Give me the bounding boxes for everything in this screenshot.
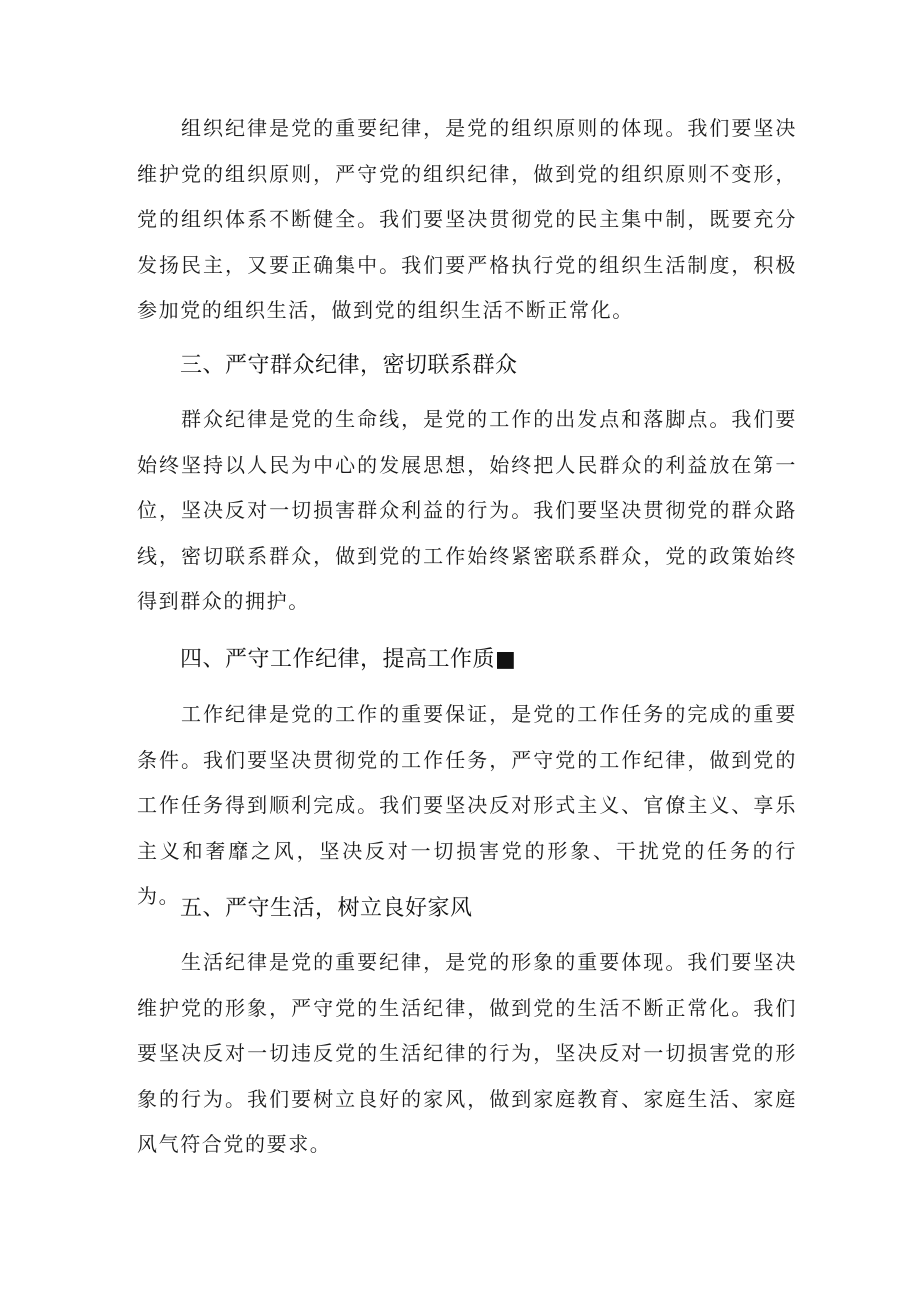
paragraph-organizational-discipline: 组织纪律是党的重要纪律，是党的组织原则的体现。我们要坚决维护党的组织原则，严守党的组织纪律，做到党的组织原则不变形，党的组织体系不断健全。我们要坚决贯彻党的民主集中制，既要充分发扬民主，又要正确集中。我们要严格执行党的组织生活制度，积极参加党的组织生活，做到党的组织生活不断正常化。 (137, 116, 797, 322)
heading-mass-discipline: 三、严守群众纪律，密切联系群众 (180, 353, 518, 378)
paragraph-life-discipline: 生活纪律是党的重要纪律，是党的形象的重要体现。我们要坚决维护党的形象，严守党的生活纪律，做到党的生活不断正常化。我们要坚决反对一切违反党的生活纪律的行为，坚决反对一切损害党的形象的行为。我们要树立良好的家风，做到家庭教育、家庭生活、家庭风气符合党的要求。 (137, 950, 797, 1156)
paragraph-mass-discipline: 群众纪律是党的生命线，是党的工作的出发点和落脚点。我们要始终坚持以人民为中心的发展思想，始终把人民群众的利益放在第一位，坚决反对一切损害群众利益的行为。我们要坚决贯彻党的群众路线，密切联系群众，做到党的工作始终紧密联系群众，党的政策始终得到群众的拥护。 (137, 407, 797, 613)
paragraph-work-discipline: 工作纪律是党的工作的重要保证，是党的工作任务的完成的重要条件。我们要坚决贯彻党的工作任务，严守党的工作纪律，做到党的工作任务得到顺利完成。我们要坚决反对形式主义、官僚主义、享乐主义和奢靡之风，坚决反对一切损害党的形象、干扰党的任务的行为。 (137, 702, 797, 908)
heading-work-discipline: 四、严守工作纪律，提高工作质■ (180, 647, 517, 672)
heading-life-discipline: 五、严守生活，树立良好家风 (180, 896, 473, 921)
